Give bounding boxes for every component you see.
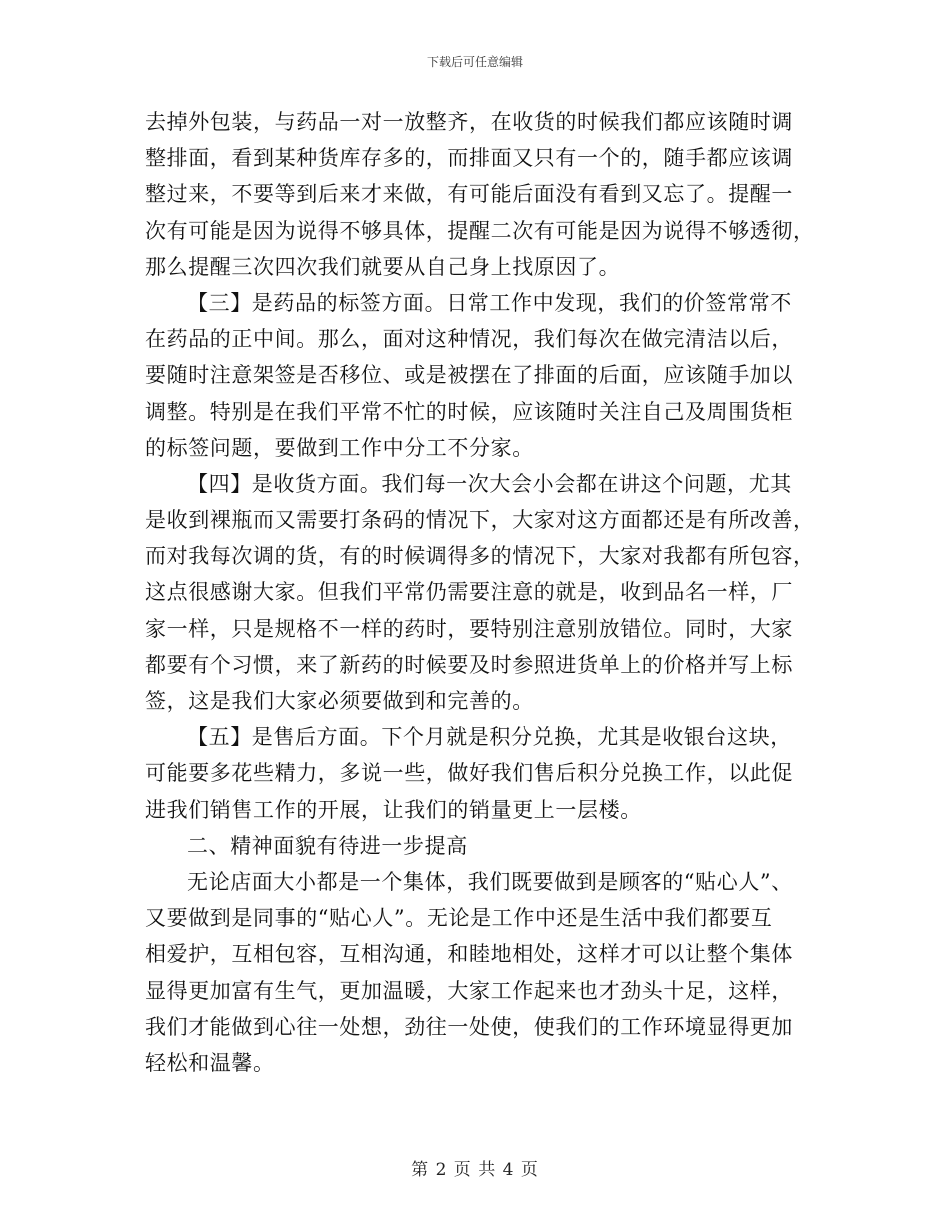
text-line: 都要有个习惯，来了新药的时候要及时参照进货单上的价格并写上标 — [145, 652, 793, 677]
paragraph-start-line: 【三】是药品的标签方面。日常工作中发现，我们的价签常常不 — [187, 290, 792, 315]
paragraph-start-line: 无论店面大小都是一个集体，我们既要做到是顾客的“贴心人”、 — [187, 869, 793, 894]
text-line: 签，这是我们大家必须要做到和完善的。 — [145, 689, 534, 713]
page-number-footer: 第 2 页 共 4 页 — [411, 1160, 539, 1180]
text-line: 进我们销售工作的开展，让我们的销量更上一层楼。 — [145, 797, 642, 822]
page-header: 下载后可任意编辑 — [426, 55, 523, 69]
text-line: 可能要多花些精力，多说一些，做好我们售后积分兑换工作，以此促 — [145, 761, 793, 786]
text-line: 家一样，只是规格不一样的药时，要特别注意别放错位。同时，大家 — [145, 616, 793, 641]
text-line: 调整。特别是在我们平常不忙的时候，应该随时关注自己及周围货柜 — [145, 399, 793, 424]
text-line: 又要做到是同事的“贴心人”。无论是工作中还是生活中我们都要互 — [145, 906, 773, 931]
text-line: 次有可能是因为说得不够具体，提醒二次有可能是因为说得不够透彻， — [145, 218, 815, 243]
text-line: 去掉外包装，与药品一对一放整齐，在收货的时候我们都应该随时调 — [145, 110, 793, 134]
text-line: 的标签问题，要做到工作中分工不分家。 — [145, 435, 534, 460]
text-line: 整过来，不要等到后来才来做，有可能后面没有看到又忘了。提醒一 — [145, 182, 793, 207]
text-line: 那么提醒三次四次我们就要从自己身上找原因了。 — [145, 254, 621, 279]
text-line: 在药品的正中间。那么，面对这种情况，我们每次在做完清洁以后， — [145, 327, 793, 352]
text-line: 我们才能做到心往一处想，劲往一处使，使我们的工作环境显得更加 — [145, 1014, 793, 1039]
text-line: 整排面，看到某种货库存多的，而排面又只有一个的，随手都应该调 — [145, 146, 793, 171]
text-line: 而对我每次调的货，有的时候调得多的情况下，大家对我都有所包容， — [145, 544, 815, 569]
document-body — [145, 104, 815, 1081]
text-line: 是收到裸瓶而又需要打条码的情况下，大家对这方面都还是有所改善， — [145, 508, 815, 533]
text-line: 相爱护，互相包容，互相沟通，和睦地相处，这样才可以让整个集体 — [145, 942, 793, 967]
paragraph-start-line: 【四】是收货方面。我们每一次大会小会都在讲这个问题，尤其 — [187, 471, 792, 496]
text-line: 这点很感谢大家。但我们平常仍需要注意的就是，收到品名一样，厂 — [145, 580, 793, 605]
text-line: 显得更加富有生气，更加温暖，大家工作起来也才劲头十足，这样， — [145, 978, 793, 1003]
text-line: 轻松和温馨。 — [145, 1050, 275, 1075]
section-heading: 二、精神面貌有待进一步提高 — [187, 833, 468, 858]
paragraph-start-line: 【五】是售后方面。下个月就是积分兑换，尤其是收银台这块， — [187, 725, 792, 750]
text-line: 要随时注意架签是否移位、或是被摆在了排面的后面，应该随手加以 — [145, 363, 793, 388]
